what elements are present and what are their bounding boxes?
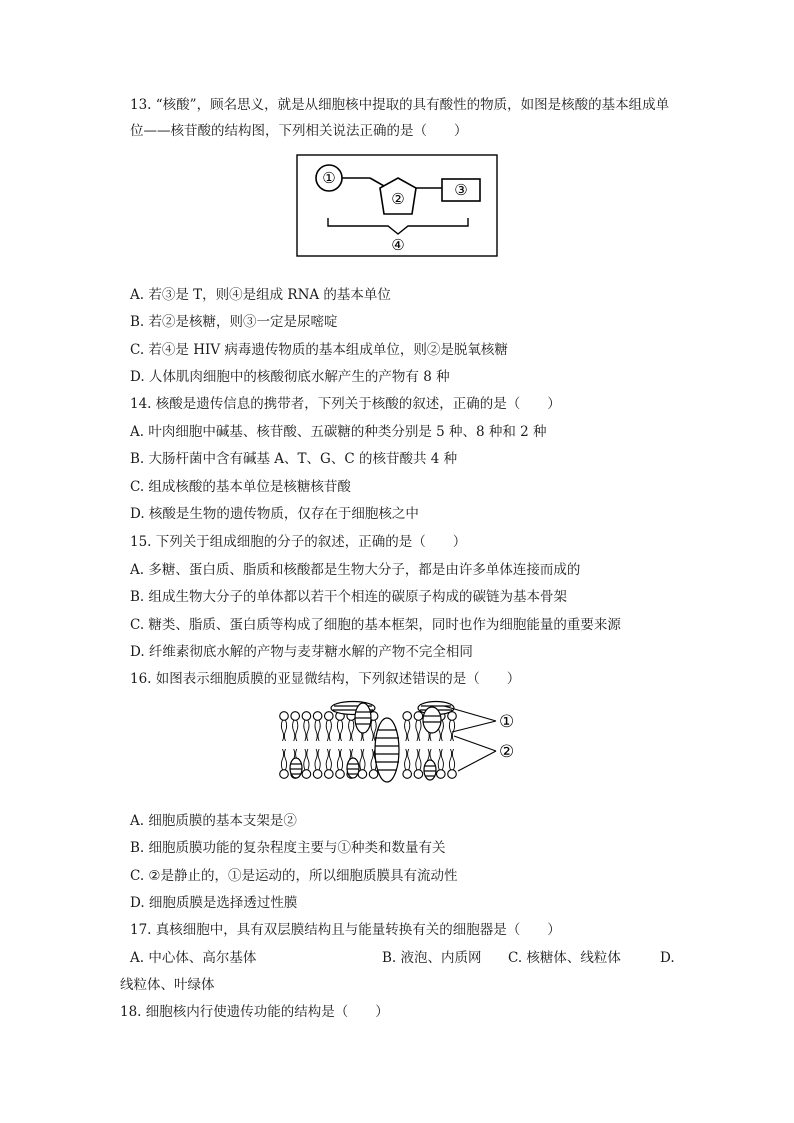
label-1: ① xyxy=(322,169,336,187)
q17-option-d-wrap: 线粒体、叶绿体 xyxy=(120,977,215,993)
q16-option-b: B. 细胞质膜功能的复杂程度主要与①种类和数量有关 xyxy=(130,840,446,856)
q17-option-c: C. 核糖体、线粒体 xyxy=(508,950,621,966)
q16-option-a: A. 细胞质膜的基本支架是② xyxy=(130,813,297,829)
q14-stem: 14. 核酸是遗传信息的携带者，下列关于核酸的叙述，正确的是（ ） xyxy=(130,396,561,412)
q13-option-d: D. 人体肌肉细胞中的核酸彻底水解产生的产物有 8 种 xyxy=(130,369,450,385)
q13-stem-line-2: 位——核苷酸的结构图，下列相关说法正确的是（ ） xyxy=(130,123,468,139)
q13-option-b: B. 若②是核糖，则③一定是尿嘧啶 xyxy=(130,314,338,330)
q15-stem: 15. 下列关于组成细胞的分子的叙述，正确的是（ ） xyxy=(130,534,467,550)
q17-option-d: D. xyxy=(660,950,675,966)
label-bilayer: ② xyxy=(499,742,515,762)
q13-option-a: A. 若③是 T，则④是组成 RNA 的基本单位 xyxy=(130,287,391,303)
label-3: ③ xyxy=(454,181,468,199)
q14-option-c: C. 组成核酸的基本单位是核糖核苷酸 xyxy=(130,479,351,495)
membrane-figure xyxy=(276,696,526,788)
q15-option-b: B. 组成生物大分子的单体都以若干个相连的碳原子构成的碳链为基本骨架 xyxy=(130,589,568,605)
q17-stem: 17. 真核细胞中，具有双层膜结构且与能量转换有关的细胞器是（ ） xyxy=(130,922,561,938)
q15-option-d: D. 纤维素彻底水解的产物与麦芽糖水解的产物不完全相同 xyxy=(130,644,473,660)
cell-membrane-diagram xyxy=(276,696,526,788)
q15-option-a: A. 多糖、蛋白质、脂质和核酸都是生物大分子，都是由许多单体连接而成的 xyxy=(130,562,581,578)
q17-option-a: A. 中心体、高尔基体 xyxy=(130,950,257,966)
q17-option-b: B. 液泡、内质网 xyxy=(382,950,482,966)
q13-stem-line-1: 13. “核酸”，顾名思义，就是从细胞核中提取的具有酸性的物质，如图是核酸的基本组成单 xyxy=(130,97,670,113)
q14-option-d: D. 核酸是生物的遗传物质，仅存在于细胞核之中 xyxy=(130,506,419,522)
nucleotide-figure xyxy=(296,154,498,258)
label-4: ④ xyxy=(391,236,405,254)
q16-stem: 16. 如图表示细胞质膜的亚显微结构，下列叙述错误的是（ ） xyxy=(130,671,521,687)
q14-option-a: A. 叶肉细胞中碱基、核苷酸、五碳糖的种类分别是 5 种、8 种和 2 种 xyxy=(130,424,547,440)
label-2: ② xyxy=(391,190,405,208)
q13-option-c: C. 若④是 HIV 病毒遗传物质的基本组成单位，则②是脱氧核糖 xyxy=(130,342,508,358)
q18-stem: 18. 细胞核内行使遗传功能的结构是（ ） xyxy=(120,1004,389,1020)
q16-option-c: C. ②是静止的，①是运动的，所以细胞质膜具有流动性 xyxy=(130,868,458,884)
q16-option-d: D. 细胞质膜是选择透过性膜 xyxy=(130,895,298,911)
q15-option-c: C. 糖类、脂质、蛋白质等构成了细胞的基本框架，同时也作为细胞能量的重要来源 xyxy=(130,617,621,633)
q14-option-b: B. 大肠杆菌中含有碱基 A、T、G、C 的核苷酸共 4 种 xyxy=(130,451,458,467)
nucleotide-diagram xyxy=(296,154,498,258)
label-protein: ① xyxy=(499,712,515,732)
